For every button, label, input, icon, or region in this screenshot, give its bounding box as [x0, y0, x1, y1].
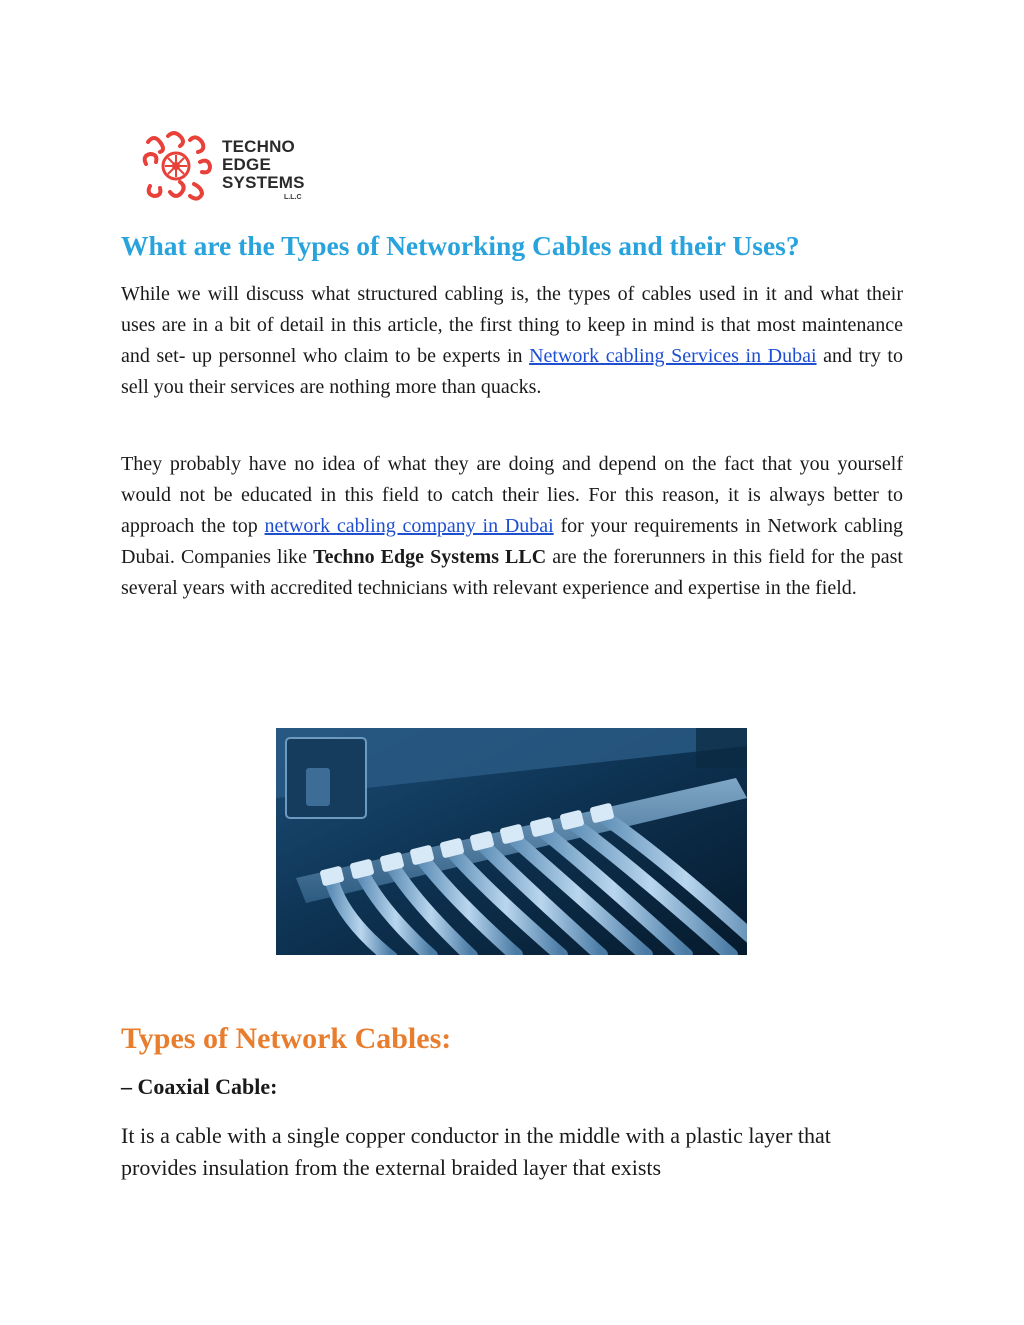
intro-text-start: While we will discuss what structured cabling is, the types of cables used in it and what their uses are in a bit of detail in this article, the first thing to keep in mind is that most maintenance and set- up personnel who claim to be experts in: [121, 283, 903, 367]
second-paragraph: [121, 449, 903, 604]
second-text-end: are the forerunners in this field for the past several years with accredited technicians with relevant experience and expertise in the field.: [121, 546, 903, 599]
network-cabling-services-link[interactable]: Network cabling Services in Dubai: [529, 345, 817, 367]
second-text-middle: for your requirements in Network cabling Dubai. Companies like: [121, 515, 903, 568]
intro-text-end: and try to sell you their services are nothing more than quacks.: [121, 345, 903, 398]
coaxial-description: It is a cable with a single copper conductor in the middle with a plastic layer that provides insulation from the external braided layer that exists: [121, 1123, 831, 1180]
logo-line-2: EDGE: [222, 155, 271, 174]
logo-wordmark: [222, 138, 305, 192]
coaxial-cable-heading: – Coaxial Cable:: [121, 1074, 278, 1099]
logo-suffix: L.L.C: [284, 194, 302, 201]
article-title: What are the Types of Networking Cables and their Uses?: [121, 230, 800, 261]
network-switch-photo: [276, 728, 747, 955]
second-text-start: They probably have no idea of what they are doing and depend on the fact that you yourself would not be educated in this field to catch their lies. For this reason, it is always better to approach the top: [121, 453, 903, 537]
section-heading: Types of Network Cables:: [121, 1022, 452, 1055]
logo-line-1: TECHNO: [222, 137, 295, 156]
logo-line-3: SYSTEMS: [222, 173, 305, 192]
network-cables-image: [276, 728, 747, 955]
company-logo: [138, 128, 318, 204]
company-name-bold: Techno Edge Systems LLC: [313, 546, 547, 568]
network-cabling-company-link[interactable]: network cabling company in Dubai: [264, 515, 554, 537]
logo-emblem-icon: [138, 128, 214, 204]
intro-paragraph: [121, 279, 903, 403]
